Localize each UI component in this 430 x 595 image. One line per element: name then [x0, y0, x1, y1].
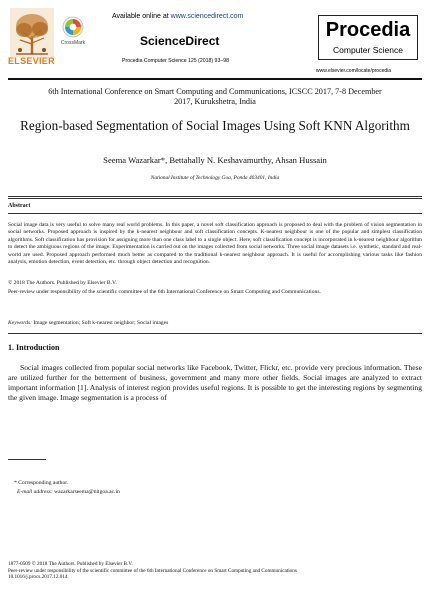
introduction-body: Social images collected from popular social networks like Facebook, Twitter, Flickr, etc. provide very precious information. These are utilized further for the betterment of business, government and many more other fields. Social images are analyzed to extract important information [1]. Analysis of interest region provides useful regions. It is possible to get the interesting regions by segmenting the given image. Image segmentation is a process of	[8, 363, 422, 402]
available-online-line	[112, 13, 243, 20]
divider	[8, 196, 422, 197]
sciencedirect-title: ScienceDirect	[140, 34, 220, 48]
keywords-label: Keywords:	[8, 320, 33, 326]
divider	[8, 333, 422, 334]
footer-peer-review-line: Peer-review under responsibility of the scientific committee of the 6th International Conference on Smart Computing and Communications	[8, 567, 297, 574]
footer-issn-line: 1877-0509 © 2018 The Authors. Published by Elsevier B.V.	[8, 561, 133, 567]
sciencedirect-url[interactable]: www.sciencedirect.com	[170, 13, 244, 20]
crossmark-icon[interactable]	[62, 16, 84, 38]
footer-doi[interactable]: 10.1016/j.procs.2017.12.014	[8, 574, 68, 581]
abstract-body: Social image data is very useful to solve many real world problems. In this paper, a novel soft classification approach is proposed to deal with the problem of vision segmentation in social networks. Proposed approach is inspired by the k-nearest neighbour and soft classification concepts. K-nearest neighbour is one of the popular and simplest classification algorithms. Soft classification has provision for assigning more than one class label to a single object. Here, soft classification concept is incorporated in k-nearest neighbour algorithm to detect the ambiguous regions of the image. Experimentation is carried out on the images collected from social networks. Three social image datasets i.e. synthetic, standard and real-world are used. Proposed approach performed much better as compared to the traditional k-nearest neighbour approach. It is useful for accomplishing various tasks like fashion analysis, emotion detection, event detection, etc. through object detection and recognition.	[8, 222, 422, 266]
journal-reference: Procedia Computer Science 125 (2018) 93–98	[122, 58, 229, 64]
procedia-brand-subtitle: Computer Science	[333, 45, 403, 55]
corresponding-author-note: * Corresponding author.	[14, 480, 69, 486]
journal-url[interactable]: www.elsevier.com/locate/procedia	[316, 68, 392, 74]
peer-review-line: Peer-review under responsibility of the scientific committee of the 6th International Conference on Smart Computing and Communications.	[8, 289, 321, 295]
conference-line: 6th International Conference on Smart Computing and Communications, ICSCC 2017, 7-8 December 2017, Kurukshetra, India	[48, 87, 382, 106]
publisher-name: ELSEVIER	[8, 56, 55, 66]
author-list: Seema Wazarkar*, Bettahally N. Keshavamurthy, Ahsan Hussain	[103, 155, 327, 165]
email-address[interactable]: wazarkarseema@nitgoa.ac.in	[52, 489, 120, 495]
email-label: E-mail address:	[17, 489, 53, 495]
keywords-values: Image segmentation; Soft k-nearest neighbor; Social images	[32, 320, 169, 326]
abstract-heading: Abstract	[8, 203, 31, 209]
affiliation: National Institute of Technology Goa, Ponda 403401, India	[150, 175, 280, 181]
email-line	[17, 489, 120, 495]
footnote-rule	[8, 459, 46, 460]
available-online-prefix: Available online at	[112, 13, 171, 20]
header-rule	[8, 78, 422, 80]
crossmark-label: CrossMark	[60, 40, 86, 46]
page-footer	[8, 561, 422, 581]
paper-title: Region-based Segmentation of Social Images Using Soft KNN Algorithm	[20, 118, 410, 133]
procedia-brand-box	[318, 15, 418, 60]
journal-header	[0, 0, 430, 80]
copyright-line: © 2018 The Authors. Published by Elsevier B.V.	[8, 280, 117, 286]
procedia-brand: Procedia	[325, 19, 411, 41]
divider	[8, 198, 422, 199]
section-heading-introduction: 1. Introduction	[8, 343, 60, 352]
keywords-line	[8, 320, 422, 326]
divider	[8, 213, 422, 214]
